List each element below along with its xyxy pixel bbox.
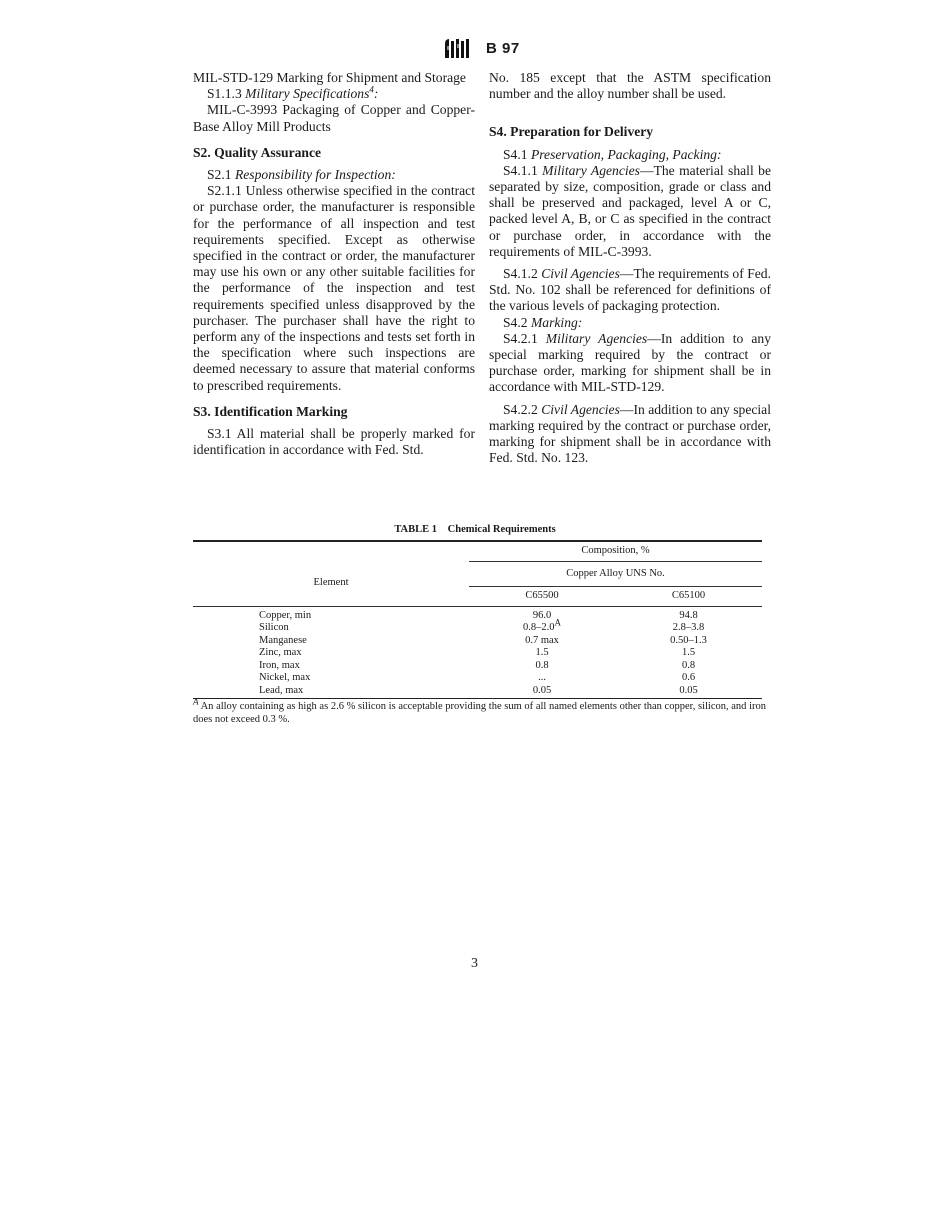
paragraph: S4.2.2 Civil Agencies—In addition to any special marking required by the contract or purchase order, marking for shipment shall be in accordance with Fed. Std. No. 123. xyxy=(489,401,771,466)
value-c65500: 0.7 max xyxy=(525,634,559,646)
element-name: Copper, min xyxy=(259,609,312,621)
table-row xyxy=(193,672,762,685)
table-header-blank xyxy=(193,541,469,561)
table-row xyxy=(193,685,762,699)
table-label: TABLE 1 xyxy=(394,524,438,535)
value-c65500: ... xyxy=(538,672,546,683)
value-c65100: 0.8 xyxy=(681,659,696,671)
element-name: Iron, max xyxy=(259,659,300,671)
table-row xyxy=(193,606,762,622)
value-c65500: 1.5 xyxy=(535,647,549,658)
table-row xyxy=(193,660,762,673)
paragraph: S4.1.2 Civil Agencies—The requirements of Fed. Std. No. 102 shall be referenced for definitions of the various levels of packaging protection. xyxy=(489,266,771,314)
paragraph: MIL-STD-129 Marking for Shipment and Storage xyxy=(193,70,466,85)
table-row xyxy=(193,635,762,648)
value-c65500: $0.8-2.0^A$ xyxy=(523,617,561,633)
element-name: Lead, max xyxy=(193,685,469,699)
paragraph: S1.1.3 Military Specifications$^4$: xyxy=(207,84,379,102)
page-header xyxy=(440,36,520,60)
paragraph: S4.1 Preservation, Packaging, Packing: xyxy=(503,146,722,162)
footnote-marker: A xyxy=(193,696,199,707)
header-element: Element xyxy=(193,561,469,606)
header-composition: Composition, % xyxy=(469,541,762,561)
paragraph: S2.1 Responsibility for Inspection: xyxy=(207,167,396,183)
header-c65500: C65500 xyxy=(469,587,615,607)
value-c65100: 0.6 xyxy=(681,672,696,683)
header-alloy: Copper Alloy UNS No. xyxy=(469,561,762,587)
value-c65100: 94.8 xyxy=(679,609,698,621)
section-heading-s2: S2. Quality Assurance xyxy=(193,144,322,160)
paragraph: S2.1.1 Unless otherwise specified in the contract or purchase order, the manufacturer is responsible for the performance of all inspection and test requirements specified. Except as otherwise specified in the contract or order, the manufacturer may use his own or any other suitable facilities for the performance of the inspection and test requirements specified unless disapproved by the purchaser. The purchaser shall have the right to perform any of the inspections and tests set forth in the specification where such inspections are deemed necessary to assure that material conforms to prescribed requirements. xyxy=(193,183,475,393)
paragraph: S4.2.1 Military Agencies—In addition to any special marking required by the contract or purchase order, marking for shipment shall be in accordance with MIL-STD-129. xyxy=(489,330,771,395)
table-footnote xyxy=(193,696,766,726)
value-c65500: 0.8 xyxy=(535,659,549,671)
element-name: Zinc, max xyxy=(259,647,302,658)
value-c65100: 1.5 xyxy=(681,647,696,658)
paragraph: S4.2 Marking: xyxy=(503,314,583,330)
value-c65500: 0.05 xyxy=(469,685,615,699)
header-c65100: C65100 xyxy=(615,587,762,607)
section-heading-s4: S4. Preparation for Delivery xyxy=(489,124,654,140)
value-c65500: 96.0 xyxy=(532,609,552,621)
paragraph: No. 185 except that the ASTM specification number and the alloy number shall be used. xyxy=(489,70,771,102)
section-heading-s3: S3. Identification Marking xyxy=(193,403,348,419)
element-name: Manganese xyxy=(259,634,307,646)
paragraph: S4.1.1 Military Agencies—The material shall be separated by size, composition, grade or class and shall be preserved and packaged, level A or C, packed level A, B, or C as specified in the contract or purchase order, in accordance with the requirements of MIL-C-3993. xyxy=(489,162,771,259)
value-c65100: 0.50–1.3 xyxy=(670,634,707,646)
element-name: Nickel, max xyxy=(259,672,311,683)
chemical-requirements-table xyxy=(193,540,762,699)
table-row xyxy=(193,622,762,635)
value-c65100: 2.8–3.8 xyxy=(672,622,705,633)
page-number: 3 xyxy=(471,956,478,971)
table-caption: Chemical Requirements xyxy=(447,524,556,535)
right-column xyxy=(489,70,771,466)
left-column xyxy=(193,70,475,458)
paragraph: S3.1 All material shall be properly marked for identification in accordance with Fed. Std. xyxy=(193,426,475,458)
table-title xyxy=(0,524,950,535)
standard-designation: B 97 xyxy=(486,39,520,57)
paragraph: MIL-C-3993 Packaging of Copper and Copper-Base Alloy Mill Products xyxy=(193,102,475,134)
table-row xyxy=(193,647,762,660)
astm-logo-icon xyxy=(440,36,474,60)
footnote-text: An alloy containing as high as 2.6 % silicon is acceptable providing the sum of all named elements other than copper, silicon, and iron does not exceed 0.3 %. xyxy=(193,701,766,725)
element-name: Silicon xyxy=(259,622,289,633)
value-c65100: 0.05 xyxy=(615,685,762,699)
